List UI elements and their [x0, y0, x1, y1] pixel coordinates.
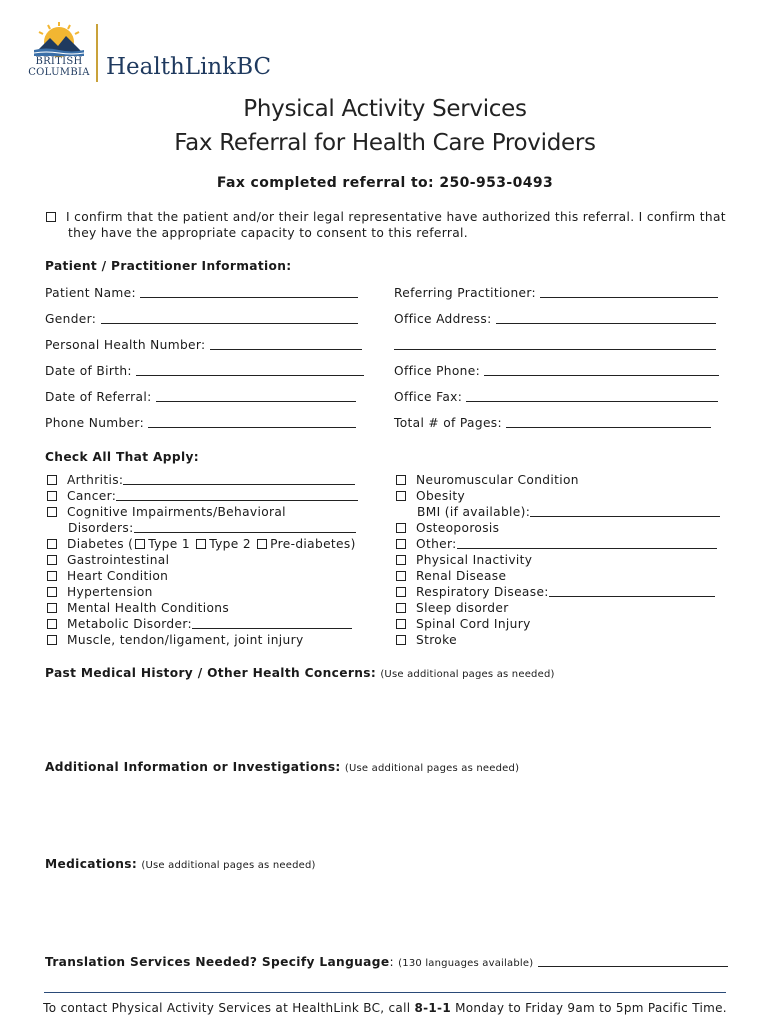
translation-label: Translation Services Needed? Specify Language	[45, 955, 390, 969]
renal-checkbox[interactable]	[396, 571, 406, 581]
heart-checkbox[interactable]	[47, 571, 57, 581]
phn-blank[interactable]	[210, 338, 362, 350]
inactivity-checkbox[interactable]	[396, 555, 406, 565]
practitioner-blank[interactable]	[540, 286, 718, 298]
office-phone-blank[interactable]	[484, 364, 719, 376]
cancer-option[interactable]: Cancer:	[47, 489, 358, 503]
title-line-2: Fax Referral for Health Care Providers	[174, 130, 596, 156]
type1-checkbox[interactable]	[135, 539, 145, 549]
medications-section[interactable]	[45, 857, 316, 871]
other-checkbox[interactable]	[396, 539, 406, 549]
phn-field[interactable]: Personal Health Number:	[45, 338, 362, 352]
healthlink-bc-logo	[26, 20, 271, 82]
total-pages-blank[interactable]	[506, 416, 711, 428]
cognitive-blank[interactable]	[134, 521, 356, 533]
office-address-field[interactable]: Office Address:	[394, 312, 716, 326]
patient-name-field[interactable]: Patient Name:	[45, 286, 358, 300]
neuromuscular-checkbox[interactable]	[396, 475, 406, 485]
neuromuscular-option[interactable]: Neuromuscular Condition	[396, 473, 579, 487]
history-section[interactable]	[45, 666, 555, 680]
spinal-option[interactable]: Spinal Cord Injury	[396, 617, 531, 631]
dob-field[interactable]: Date of Birth:	[45, 364, 364, 378]
office-fax-field[interactable]: Office Fax:	[394, 390, 718, 404]
fax-instruction: Fax completed referral to: 250-953-0493	[216, 175, 554, 191]
office-address-blank[interactable]	[496, 312, 716, 324]
languages-note: (130 languages available)	[398, 958, 534, 969]
bmi-field[interactable]: BMI (if available):	[417, 505, 720, 519]
office-fax-blank[interactable]	[466, 390, 718, 402]
history-note: (Use additional pages as needed)	[380, 669, 555, 680]
muscle-checkbox[interactable]	[47, 635, 57, 645]
metabolic-checkbox[interactable]	[47, 619, 57, 629]
phone-field[interactable]: Phone Number:	[45, 416, 356, 430]
respiratory-option[interactable]: Respiratory Disease:	[396, 585, 715, 599]
healthlink-wordmark: HealthLinkBC	[106, 54, 272, 80]
language-blank[interactable]	[538, 955, 728, 967]
additional-label: Additional Information or Investigations:	[45, 760, 341, 774]
sleep-checkbox[interactable]	[396, 603, 406, 613]
respiratory-blank[interactable]	[549, 585, 715, 597]
additional-note: (Use additional pages as needed)	[344, 763, 520, 774]
obesity-checkbox[interactable]	[396, 491, 406, 501]
obesity-option[interactable]: Obesity	[396, 489, 465, 503]
diabetes-option[interactable]: Diabetes ( Type 1 Type 2 Pre-diabetes)	[47, 537, 356, 551]
gender-field[interactable]: Gender:	[45, 312, 358, 326]
gender-blank[interactable]	[101, 312, 358, 324]
referral-date-blank[interactable]	[156, 390, 356, 402]
muscle-option[interactable]: Muscle, tendon/ligament, joint injury	[47, 633, 304, 647]
consent-text-2: they have the appropriate capacity to consent to this referral.	[68, 226, 469, 240]
total-pages-field[interactable]: Total # of Pages:	[394, 416, 711, 430]
diabetes-checkbox[interactable]	[47, 539, 57, 549]
medications-label: Medications:	[45, 857, 138, 871]
hypertension-option[interactable]: Hypertension	[47, 585, 153, 599]
cognitive-option[interactable]: Cognitive Impairments/Behavioral	[47, 505, 286, 519]
history-label: Past Medical History / Other Health Concerns:	[45, 666, 377, 680]
osteoporosis-checkbox[interactable]	[396, 523, 406, 533]
hypertension-checkbox[interactable]	[47, 587, 57, 597]
stroke-option[interactable]: Stroke	[396, 633, 457, 647]
arthritis-checkbox[interactable]	[47, 475, 57, 485]
dob-blank[interactable]	[136, 364, 364, 376]
stroke-checkbox[interactable]	[396, 635, 406, 645]
translation-section[interactable]: Translation Services Needed? Specify Language: (130 languages available)	[45, 955, 728, 969]
check-section-title: Check All That Apply:	[45, 450, 199, 464]
consent-row	[46, 210, 726, 224]
other-blank[interactable]	[457, 537, 717, 549]
logo-divider	[96, 24, 98, 82]
mental-checkbox[interactable]	[47, 603, 57, 613]
arthritis-option[interactable]: Arthritis:	[47, 473, 355, 487]
cancer-checkbox[interactable]	[47, 491, 57, 501]
metabolic-blank[interactable]	[192, 617, 352, 629]
bmi-blank[interactable]	[530, 505, 720, 517]
heart-option[interactable]: Heart Condition	[47, 569, 168, 583]
phone-blank[interactable]	[148, 416, 356, 428]
referral-date-field[interactable]: Date of Referral:	[45, 390, 356, 404]
bc-wordmark: BRITISH COLUMBIA	[28, 56, 90, 78]
renal-option[interactable]: Renal Disease	[396, 569, 506, 583]
consent-checkbox[interactable]	[46, 212, 56, 222]
patient-name-blank[interactable]	[140, 286, 358, 298]
spinal-checkbox[interactable]	[396, 619, 406, 629]
cancer-blank[interactable]	[116, 489, 358, 501]
gastro-checkbox[interactable]	[47, 555, 57, 565]
metabolic-option[interactable]: Metabolic Disorder:	[47, 617, 352, 631]
other-option[interactable]: Other:	[396, 537, 717, 551]
consent-text-1: I confirm that the patient and/or their legal representative have authorized this referral. I confirm that	[66, 210, 726, 224]
prediabetes-checkbox[interactable]	[257, 539, 267, 549]
osteoporosis-option[interactable]: Osteoporosis	[396, 521, 499, 535]
sleep-option[interactable]: Sleep disorder	[396, 601, 509, 615]
footer-divider	[44, 992, 726, 993]
mental-option[interactable]: Mental Health Conditions	[47, 601, 229, 615]
type2-checkbox[interactable]	[196, 539, 206, 549]
office-address-blank-2[interactable]	[394, 338, 716, 350]
office-phone-field[interactable]: Office Phone:	[394, 364, 719, 378]
medications-note: (Use additional pages as needed)	[141, 860, 316, 871]
office-address-line-2[interactable]	[394, 338, 716, 352]
cognitive-checkbox[interactable]	[47, 507, 57, 517]
cognitive-option-cont[interactable]: Disorders:	[68, 521, 356, 535]
patient-section-title: Patient / Practitioner Information:	[45, 259, 292, 273]
arthritis-blank[interactable]	[123, 473, 355, 485]
footer-phone-number: 8-1-1	[414, 1001, 451, 1015]
footer-contact: To contact Physical Activity Services at HealthLink BC, call 8-1-1 Monday to Friday 9am to 5pm Pacific Time.	[43, 1001, 727, 1015]
inactivity-option[interactable]: Physical Inactivity	[396, 553, 532, 567]
practitioner-field[interactable]: Referring Practitioner:	[394, 286, 718, 300]
title-line-1: Physical Activity Services	[243, 96, 527, 122]
additional-section[interactable]	[45, 760, 519, 774]
bc-sun-mountain-icon	[26, 20, 92, 58]
respiratory-checkbox[interactable]	[396, 587, 406, 597]
gastro-option[interactable]: Gastrointestinal	[47, 553, 169, 567]
